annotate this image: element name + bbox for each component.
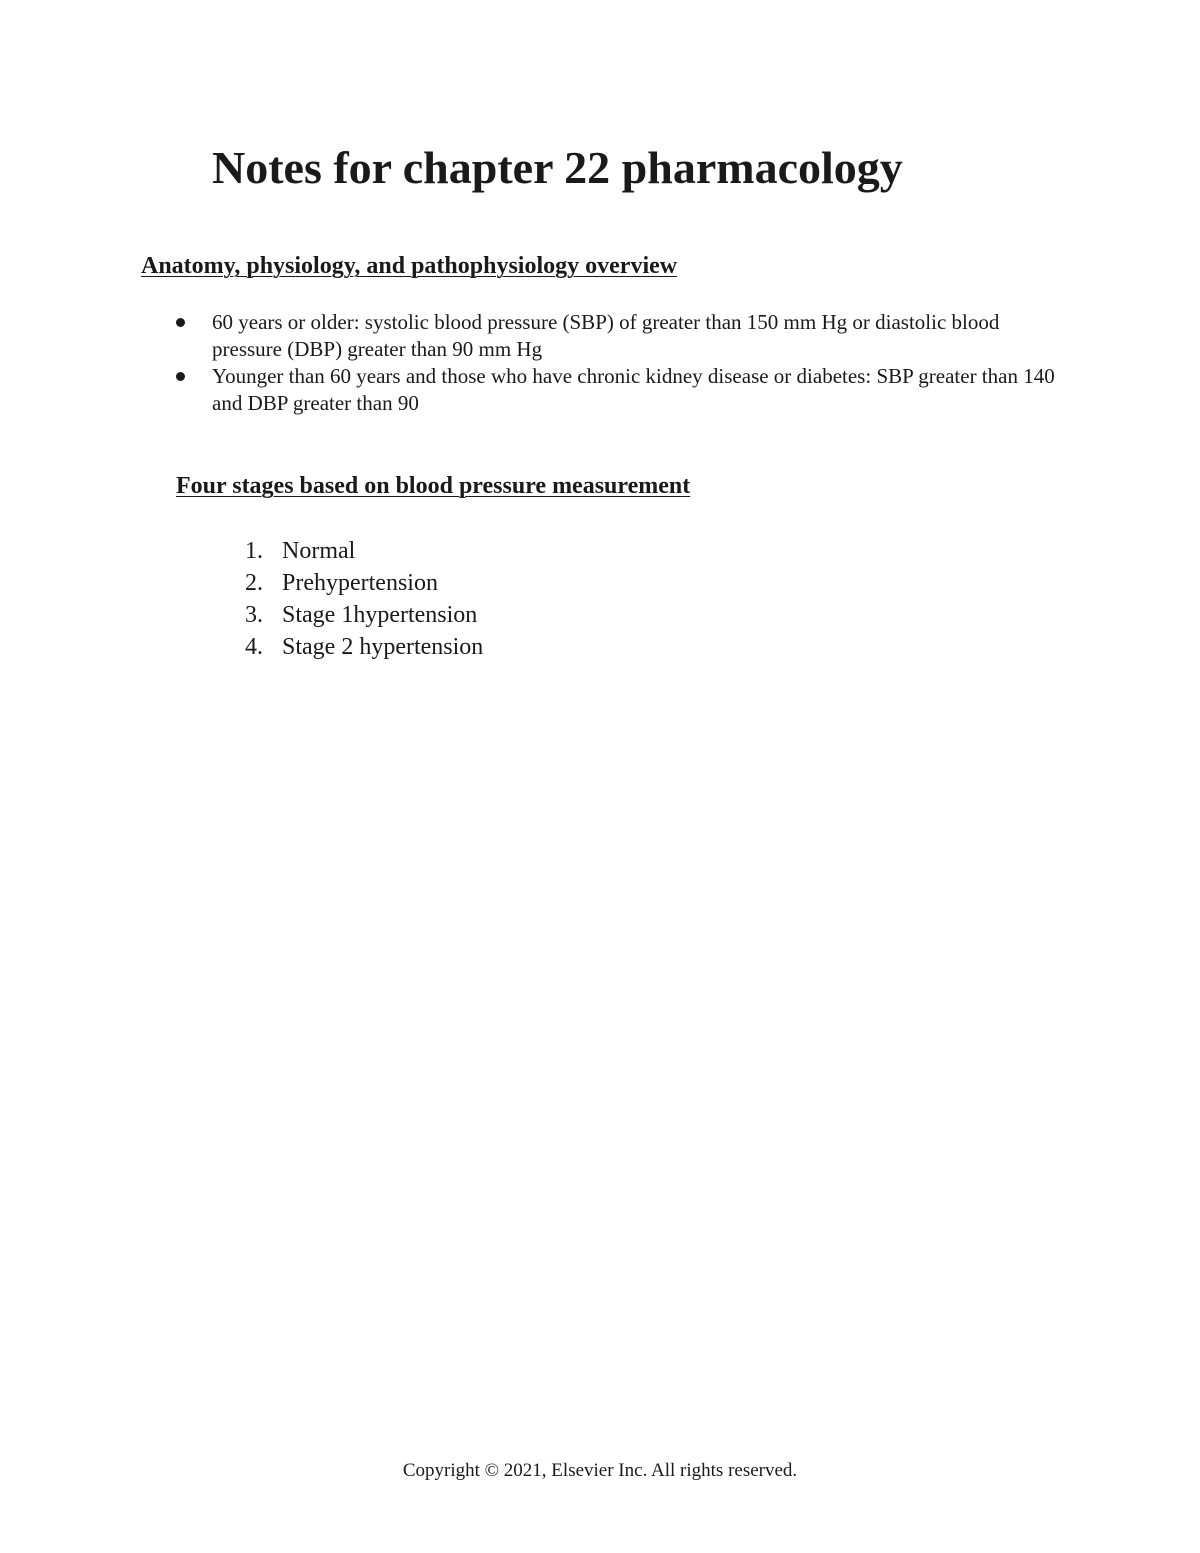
list-item [245,631,483,663]
list-item [245,535,483,567]
list-number: 4. [245,634,263,660]
list-number: 2. [245,570,263,596]
list-number: 1. [245,538,263,564]
list-number: 3. [245,602,263,628]
bullet-icon [176,318,185,327]
page-title: Notes for chapter 22 pharmacology [212,142,903,193]
bullet-icon [176,372,185,381]
stage-label: Normal [282,538,356,564]
list-item [176,309,1056,363]
list-item [245,599,483,631]
stage-label: Prehypertension [282,570,438,596]
stages-numbered-list [245,535,483,663]
section-heading-stages: Four stages based on blood pressure measurement [176,473,691,499]
bullet-text: Younger than 60 years and those who have chronic kidney disease or diabetes: SBP greater than 140 and DBP greater than 90 [212,364,1055,415]
stage-label: Stage 1hypertension [282,602,478,628]
bullet-text: 60 years or older: systolic blood pressure (SBP) of greater than 150 mm Hg or diastolic blood pressure (DBP) greater than 90 mm Hg [212,310,1000,361]
stage-label: Stage 2 hypertension [282,634,484,660]
list-item [245,567,483,599]
copyright-footer: Copyright © 2021, Elsevier Inc. All rights reserved. [402,1460,798,1481]
list-item [176,363,1056,417]
overview-bullet-list [176,309,1056,417]
section-heading-overview: Anatomy, physiology, and pathophysiology overview [141,253,678,279]
